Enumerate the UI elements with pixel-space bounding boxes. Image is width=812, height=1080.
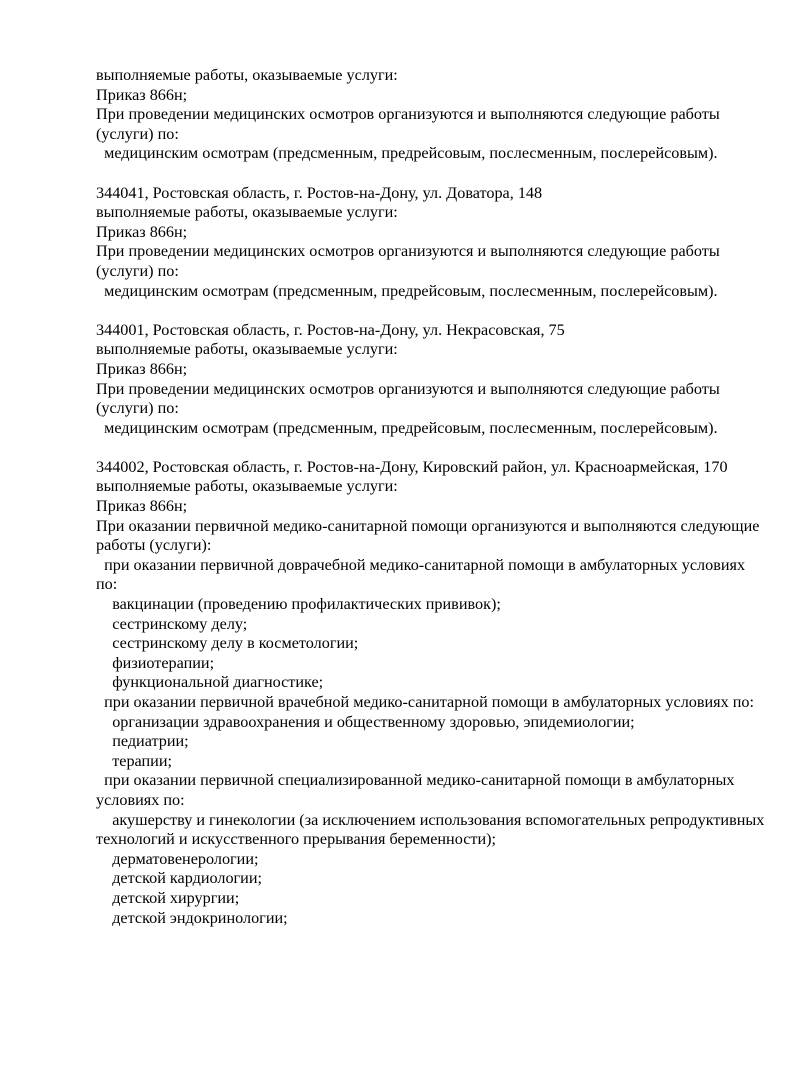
text-line: При проведении медицинских осмотров организуются и выполняются следующие работы [96, 242, 720, 261]
text-line: по: [96, 575, 118, 594]
text-line: вакцинации (проведению профилактических прививок); [96, 595, 501, 614]
text-line: работы (услуги): [96, 536, 212, 555]
text-line: (услуги) по: [96, 124, 179, 143]
license-entry-344002 [96, 458, 772, 928]
text-line: при оказании первичной специализированной медико-санитарной помощи в амбулаторных [96, 771, 735, 790]
text-line: медицинским осмотрам (предсменным, предрейсовым, послесменным, послерейсовым). [96, 281, 718, 300]
text-line: выполняемые работы, оказываемые услуги: [96, 340, 398, 359]
text-line: (услуги) по: [96, 261, 179, 280]
text-line: медицинским осмотрам (предсменным, предрейсовым, послесменным, послерейсовым). [96, 418, 718, 437]
text-line: дерматовенерологии; [96, 849, 259, 868]
text-line: При проведении медицинских осмотров организуются и выполняются следующие работы [96, 105, 720, 124]
text-line: детской хирургии; [96, 888, 240, 907]
text-line: функциональной диагностике; [96, 673, 324, 692]
entry-address-line: 344041, Ростовская область, г. Ростов-на-Дону, ул. Доватора, 148 [96, 183, 543, 202]
text-line: выполняемые работы, оказываемые услуги: [96, 477, 398, 496]
text-line: детской кардиологии; [96, 869, 263, 888]
text-line: Приказ 866н; [96, 222, 188, 241]
entry-address-line: 344001, Ростовская область, г. Ростов-на-Дону, ул. Некрасовская, 75 [96, 320, 565, 339]
text-line: сестринскому делу в косметологии; [96, 634, 359, 653]
text-line: Приказ 866н; [96, 85, 188, 104]
text-line: педиатрии; [96, 732, 189, 751]
license-entry-344041 [96, 184, 772, 302]
text-line: сестринскому делу; [96, 614, 248, 633]
text-line: Приказ 866н; [96, 497, 188, 516]
text-line: Приказ 866н; [96, 359, 188, 378]
text-line: выполняемые работы, оказываемые услуги: [96, 203, 398, 222]
text-line: технологий и искусственного прерывания беременности); [96, 830, 497, 849]
entry-address-line: 344002, Ростовская область, г. Ростов-на-Дону, Кировский район, ул. Красноармейская, 170 [96, 457, 728, 476]
text-line: детской эндокринологии; [96, 908, 288, 927]
text-line: условиях по: [96, 790, 185, 809]
text-line: При оказании первичной медико-санитарной помощи организуются и выполняются следующие [96, 516, 760, 535]
license-entry-344001 [96, 321, 772, 439]
text-line: выполняемые работы, оказываемые услуги: [96, 66, 398, 84]
text-line: При проведении медицинских осмотров организуются и выполняются следующие работы [96, 379, 720, 398]
text-line: медицинским осмотрам (предсменным, предрейсовым, послесменным, послерейсовым). [96, 144, 718, 163]
text-line: терапии; [96, 751, 172, 770]
text-line: акушерству и гинекологии (за исключением использования вспомогательных репродуктивных [96, 810, 765, 829]
text-line: при оказании первичной доврачебной медико-санитарной помощи в амбулаторных условиях [96, 555, 746, 574]
text-line: организации здравоохранения и общественному здоровью, эпидемиологии; [96, 712, 635, 731]
text-line: при оказании первичной врачебной медико-санитарной помощи в амбулаторных условиях по: [96, 693, 755, 711]
license-entry-continuation [96, 66, 772, 164]
text-line: физиотерапии; [96, 653, 215, 672]
text-line: (услуги) по: [96, 399, 179, 418]
